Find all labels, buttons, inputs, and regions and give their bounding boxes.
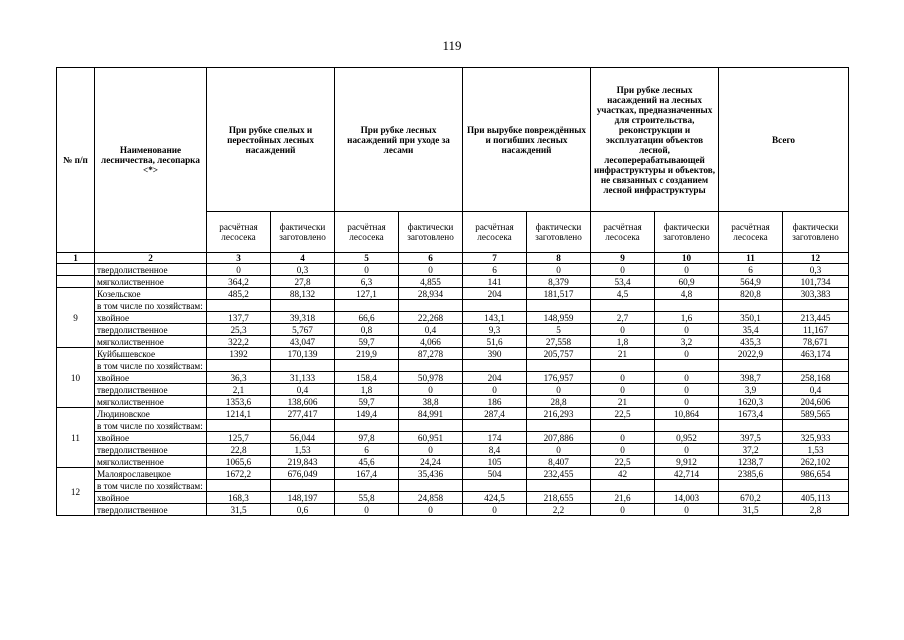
table-row — [57, 420, 849, 432]
cell-col-6: 24,858 — [399, 492, 463, 504]
row-name: хвойное — [95, 312, 207, 324]
cell-col-4: 56,044 — [271, 432, 335, 444]
cell-col-10 — [655, 480, 719, 492]
cell-col-3: 25,3 — [207, 324, 271, 336]
table-row — [57, 432, 849, 444]
cell-col-12 — [783, 480, 849, 492]
cell-col-8: 181,517 — [527, 288, 591, 300]
cell-col-7: 174 — [463, 432, 527, 444]
cell-col-11 — [719, 480, 783, 492]
cell-col-12: 262,102 — [783, 456, 849, 468]
cell-col-3 — [207, 420, 271, 432]
row-name: в том числе по хозяйствам: — [95, 360, 207, 372]
table-row — [57, 312, 849, 324]
cell-col-11: 31,5 — [719, 504, 783, 516]
cell-col-12 — [783, 300, 849, 312]
row-name: твердолиственное — [95, 324, 207, 336]
cell-col-9 — [591, 480, 655, 492]
header-sub-calc: расчётная лесосека — [463, 212, 527, 253]
cell-col-3: 2,1 — [207, 384, 271, 396]
cell-col-5 — [335, 420, 399, 432]
header-group-damaged: При вырубке повреждённых и погибших лесных насаждений — [463, 68, 591, 212]
cell-col-7: 390 — [463, 348, 527, 360]
column-number: 1 — [57, 253, 95, 264]
cell-col-6: 84,991 — [399, 408, 463, 420]
cell-col-12 — [783, 360, 849, 372]
cell-col-4: 39,318 — [271, 312, 335, 324]
cell-col-9: 2,7 — [591, 312, 655, 324]
table-row — [57, 276, 849, 288]
cell-col-10 — [655, 360, 719, 372]
cell-col-5: 1,8 — [335, 384, 399, 396]
cell-col-7: 287,4 — [463, 408, 527, 420]
cell-col-11: 37,2 — [719, 444, 783, 456]
column-number: 9 — [591, 253, 655, 264]
cell-col-4: 676,049 — [271, 468, 335, 480]
cell-col-9: 0 — [591, 384, 655, 396]
cell-col-12: 303,383 — [783, 288, 849, 300]
header-group-construction: При рубке лесных насаждений на лесных участках, предназначенных для строительства, реконструкции и эксплуатации объектов лесной, лесоперерабатывающей инфраструктуры и объектов, не связанных с созданием лесной инфраструктуры — [591, 68, 719, 212]
cell-col-4: 43,047 — [271, 336, 335, 348]
cell-col-7: 143,1 — [463, 312, 527, 324]
cell-col-10: 0 — [655, 348, 719, 360]
cell-col-5: 149,4 — [335, 408, 399, 420]
header-no: № п/п — [57, 68, 95, 253]
cell-col-4: 170,139 — [271, 348, 335, 360]
cell-col-10: 0 — [655, 504, 719, 516]
cell-col-9: 0 — [591, 444, 655, 456]
cell-col-3 — [207, 300, 271, 312]
cell-col-9: 0 — [591, 324, 655, 336]
cell-col-7 — [463, 360, 527, 372]
cell-col-11: 435,3 — [719, 336, 783, 348]
row-name: мягколиственное — [95, 396, 207, 408]
row-name: хвойное — [95, 492, 207, 504]
row-name: твердолиственное — [95, 264, 207, 276]
row-name: хвойное — [95, 432, 207, 444]
cell-col-12: 405,113 — [783, 492, 849, 504]
cell-col-10 — [655, 420, 719, 432]
cell-col-11: 1673,4 — [719, 408, 783, 420]
cell-col-6: 0 — [399, 504, 463, 516]
cell-col-5: 6,3 — [335, 276, 399, 288]
cell-col-4: 27,8 — [271, 276, 335, 288]
row-name: твердолиственное — [95, 444, 207, 456]
column-number: 8 — [527, 253, 591, 264]
table-row — [57, 444, 849, 456]
cell-col-5: 219,9 — [335, 348, 399, 360]
cell-col-9: 0 — [591, 504, 655, 516]
cell-col-9: 21 — [591, 348, 655, 360]
cell-col-5: 0 — [335, 504, 399, 516]
cell-col-4: 0,4 — [271, 384, 335, 396]
cell-col-4: 219,843 — [271, 456, 335, 468]
row-name: Козельское — [95, 288, 207, 300]
cell-col-8: 0 — [527, 264, 591, 276]
cell-col-8: 205,757 — [527, 348, 591, 360]
cell-col-4: 88,132 — [271, 288, 335, 300]
cell-col-6: 60,951 — [399, 432, 463, 444]
column-number: 2 — [95, 253, 207, 264]
cell-col-8: 176,957 — [527, 372, 591, 384]
header-sub-calc: расчётная лесосека — [335, 212, 399, 253]
cell-col-12: 463,174 — [783, 348, 849, 360]
cell-col-6 — [399, 480, 463, 492]
header-sub-fact: фактически заготовлено — [399, 212, 463, 253]
cell-col-7: 204 — [463, 288, 527, 300]
table-row — [57, 336, 849, 348]
cell-col-12 — [783, 420, 849, 432]
cell-col-10: 0,952 — [655, 432, 719, 444]
table-row — [57, 384, 849, 396]
cell-col-11: 398,7 — [719, 372, 783, 384]
cell-col-11: 1620,3 — [719, 396, 783, 408]
cell-col-12: 213,445 — [783, 312, 849, 324]
cell-col-11 — [719, 420, 783, 432]
cell-col-8: 0 — [527, 384, 591, 396]
table-row — [57, 324, 849, 336]
cell-col-8: 216,293 — [527, 408, 591, 420]
row-number — [57, 264, 95, 276]
cell-col-7: 6 — [463, 264, 527, 276]
column-number: 5 — [335, 253, 399, 264]
row-name: Людиновское — [95, 408, 207, 420]
cell-col-10: 0 — [655, 324, 719, 336]
cell-col-4: 148,197 — [271, 492, 335, 504]
cell-col-4: 277,417 — [271, 408, 335, 420]
row-name: мягколиственное — [95, 276, 207, 288]
cell-col-12: 986,654 — [783, 468, 849, 480]
cell-col-4: 0,3 — [271, 264, 335, 276]
row-name: в том числе по хозяйствам: — [95, 480, 207, 492]
table-row — [57, 348, 849, 360]
row-name: твердолиственное — [95, 504, 207, 516]
cell-col-10: 4,8 — [655, 288, 719, 300]
cell-col-11: 820,8 — [719, 288, 783, 300]
cell-col-8 — [527, 420, 591, 432]
cell-col-5: 55,8 — [335, 492, 399, 504]
cell-col-3: 1065,6 — [207, 456, 271, 468]
header-sub-fact: фактически заготовлено — [783, 212, 849, 253]
column-number: 12 — [783, 253, 849, 264]
header-name: Наименование лесничества, лесопарка <*> — [95, 68, 207, 253]
cell-col-6: 38,8 — [399, 396, 463, 408]
table-row — [57, 408, 849, 420]
column-number: 11 — [719, 253, 783, 264]
table-row — [57, 468, 849, 480]
cell-col-3: 485,2 — [207, 288, 271, 300]
cell-col-3 — [207, 360, 271, 372]
cell-col-5: 0,8 — [335, 324, 399, 336]
cell-col-6: 50,978 — [399, 372, 463, 384]
cell-col-4: 1,53 — [271, 444, 335, 456]
header-group-care: При рубке лесных насаждений при уходе за лесами — [335, 68, 463, 212]
column-number: 4 — [271, 253, 335, 264]
cell-col-7: 504 — [463, 468, 527, 480]
cell-col-4: 138,606 — [271, 396, 335, 408]
cell-col-10: 10,864 — [655, 408, 719, 420]
cell-col-12: 11,167 — [783, 324, 849, 336]
cell-col-5: 0 — [335, 264, 399, 276]
cell-col-12: 589,565 — [783, 408, 849, 420]
table-row — [57, 372, 849, 384]
cell-col-9: 0 — [591, 432, 655, 444]
cell-col-6 — [399, 420, 463, 432]
cell-col-3: 1392 — [207, 348, 271, 360]
cell-col-10: 0 — [655, 396, 719, 408]
cell-col-5: 66,6 — [335, 312, 399, 324]
cell-col-7: 8,4 — [463, 444, 527, 456]
header-sub-calc: расчётная лесосека — [591, 212, 655, 253]
row-name: твердолиственное — [95, 384, 207, 396]
cell-col-3: 22,8 — [207, 444, 271, 456]
cell-col-10: 9,912 — [655, 456, 719, 468]
cell-col-8: 5 — [527, 324, 591, 336]
cell-col-10 — [655, 300, 719, 312]
cell-col-6 — [399, 360, 463, 372]
cell-col-6: 24,24 — [399, 456, 463, 468]
row-name: хвойное — [95, 372, 207, 384]
table-row — [57, 480, 849, 492]
cell-col-10: 0 — [655, 444, 719, 456]
table-row — [57, 300, 849, 312]
cell-col-11 — [719, 300, 783, 312]
cell-col-3: 0 — [207, 264, 271, 276]
cell-col-12: 0,3 — [783, 264, 849, 276]
cell-col-3: 137,7 — [207, 312, 271, 324]
cell-col-4 — [271, 300, 335, 312]
cell-col-11: 670,2 — [719, 492, 783, 504]
cell-col-5: 167,4 — [335, 468, 399, 480]
cell-col-9: 21,6 — [591, 492, 655, 504]
cell-col-9: 4,5 — [591, 288, 655, 300]
cell-col-11: 2385,6 — [719, 468, 783, 480]
table-row — [57, 456, 849, 468]
cell-col-3: 168,3 — [207, 492, 271, 504]
header-sub-calc: расчётная лесосека — [207, 212, 271, 253]
cell-col-3: 125,7 — [207, 432, 271, 444]
cell-col-3: 1353,6 — [207, 396, 271, 408]
cell-col-6: 0 — [399, 444, 463, 456]
cell-col-11: 397,5 — [719, 432, 783, 444]
cell-col-12: 78,671 — [783, 336, 849, 348]
cell-col-6: 22,268 — [399, 312, 463, 324]
cell-col-3: 364,2 — [207, 276, 271, 288]
column-number: 7 — [463, 253, 527, 264]
cell-col-8: 8,407 — [527, 456, 591, 468]
cell-col-8 — [527, 300, 591, 312]
cell-col-5: 97,8 — [335, 432, 399, 444]
cell-col-9: 22,5 — [591, 408, 655, 420]
cell-col-11: 6 — [719, 264, 783, 276]
row-number: 12 — [57, 468, 95, 516]
cell-col-12: 0,4 — [783, 384, 849, 396]
cell-col-11: 564,9 — [719, 276, 783, 288]
cell-col-7 — [463, 300, 527, 312]
cell-col-8: 148,959 — [527, 312, 591, 324]
cell-col-8: 8,379 — [527, 276, 591, 288]
cell-col-5: 6 — [335, 444, 399, 456]
cell-col-7 — [463, 480, 527, 492]
table-body — [57, 264, 849, 516]
cell-col-11: 35,4 — [719, 324, 783, 336]
cell-col-9: 0 — [591, 264, 655, 276]
cell-col-7: 0 — [463, 384, 527, 396]
header-group-mature: При рубке спелых и перестойных лесных насаждений — [207, 68, 335, 212]
cell-col-7: 424,5 — [463, 492, 527, 504]
cell-col-9 — [591, 300, 655, 312]
cell-col-5: 127,1 — [335, 288, 399, 300]
row-number: 10 — [57, 348, 95, 408]
cell-col-11: 350,1 — [719, 312, 783, 324]
cell-col-4 — [271, 480, 335, 492]
row-number: 11 — [57, 408, 95, 468]
cell-col-12: 325,933 — [783, 432, 849, 444]
cell-col-8: 218,655 — [527, 492, 591, 504]
cell-col-10: 1,6 — [655, 312, 719, 324]
cell-col-11: 2022,9 — [719, 348, 783, 360]
table-row — [57, 492, 849, 504]
cell-col-9: 22,5 — [591, 456, 655, 468]
cell-col-3: 31,5 — [207, 504, 271, 516]
cell-col-6: 87,278 — [399, 348, 463, 360]
cell-col-6: 4,855 — [399, 276, 463, 288]
cell-col-4: 31,133 — [271, 372, 335, 384]
cell-col-4: 0,6 — [271, 504, 335, 516]
cell-col-8: 28,8 — [527, 396, 591, 408]
page-number: 119 — [442, 38, 462, 53]
column-number: 3 — [207, 253, 271, 264]
cell-col-10: 14,003 — [655, 492, 719, 504]
header-sub-fact: фактически заготовлено — [527, 212, 591, 253]
cell-col-3: 36,3 — [207, 372, 271, 384]
cell-col-9: 0 — [591, 372, 655, 384]
cell-col-8 — [527, 480, 591, 492]
cell-col-5: 45,6 — [335, 456, 399, 468]
cell-col-9 — [591, 420, 655, 432]
header-group-total: Всего — [719, 68, 849, 212]
row-name: Малоярославецкое — [95, 468, 207, 480]
cell-col-10: 42,714 — [655, 468, 719, 480]
row-name: мягколиственное — [95, 456, 207, 468]
cell-col-3: 1214,1 — [207, 408, 271, 420]
cell-col-7: 186 — [463, 396, 527, 408]
cell-col-6: 0,4 — [399, 324, 463, 336]
header-sub-fact: фактически заготовлено — [655, 212, 719, 253]
table-row — [57, 360, 849, 372]
cell-col-7: 204 — [463, 372, 527, 384]
table-row — [57, 504, 849, 516]
cell-col-6: 28,934 — [399, 288, 463, 300]
cell-col-11 — [719, 360, 783, 372]
cell-col-7: 51,6 — [463, 336, 527, 348]
cell-col-10: 0 — [655, 264, 719, 276]
cell-col-4 — [271, 360, 335, 372]
cell-col-12: 101,734 — [783, 276, 849, 288]
cell-col-8: 232,455 — [527, 468, 591, 480]
cell-col-10: 3,2 — [655, 336, 719, 348]
row-name: мягколиственное — [95, 336, 207, 348]
cell-col-12: 1,53 — [783, 444, 849, 456]
cell-col-5: 59,7 — [335, 336, 399, 348]
table-row — [57, 396, 849, 408]
cell-col-9: 42 — [591, 468, 655, 480]
cell-col-5 — [335, 300, 399, 312]
cell-col-9: 53,4 — [591, 276, 655, 288]
cell-col-8: 0 — [527, 444, 591, 456]
cell-col-8 — [527, 360, 591, 372]
column-number: 10 — [655, 253, 719, 264]
header-sub-fact: фактически заготовлено — [271, 212, 335, 253]
cell-col-10: 60,9 — [655, 276, 719, 288]
cell-col-8: 207,886 — [527, 432, 591, 444]
cell-col-12: 258,168 — [783, 372, 849, 384]
cell-col-10: 0 — [655, 384, 719, 396]
cell-col-6: 0 — [399, 384, 463, 396]
cell-col-9 — [591, 360, 655, 372]
cell-col-5 — [335, 480, 399, 492]
cell-col-3: 322,2 — [207, 336, 271, 348]
cell-col-3: 1672,2 — [207, 468, 271, 480]
cell-col-6 — [399, 300, 463, 312]
column-numbers-row — [57, 253, 849, 264]
cell-col-10: 0 — [655, 372, 719, 384]
cell-col-6: 4,066 — [399, 336, 463, 348]
cell-col-5: 59,7 — [335, 396, 399, 408]
cell-col-6: 0 — [399, 264, 463, 276]
cell-col-12: 2,8 — [783, 504, 849, 516]
row-name: в том числе по хозяйствам: — [95, 300, 207, 312]
cell-col-5 — [335, 360, 399, 372]
cell-col-8: 27,558 — [527, 336, 591, 348]
cell-col-11: 3,9 — [719, 384, 783, 396]
forest-harvest-table — [56, 67, 849, 516]
row-name: Куйбышевское — [95, 348, 207, 360]
cell-col-7 — [463, 420, 527, 432]
row-number — [57, 276, 95, 288]
row-name: в том числе по хозяйствам: — [95, 420, 207, 432]
cell-col-11: 1238,7 — [719, 456, 783, 468]
header-sub-calc: расчётная лесосека — [719, 212, 783, 253]
cell-col-7: 9,3 — [463, 324, 527, 336]
cell-col-4: 5,767 — [271, 324, 335, 336]
cell-col-3 — [207, 480, 271, 492]
cell-col-6: 35,436 — [399, 468, 463, 480]
row-number: 9 — [57, 288, 95, 348]
table-row — [57, 288, 849, 300]
cell-col-7: 0 — [463, 504, 527, 516]
column-number: 6 — [399, 253, 463, 264]
cell-col-12: 204,606 — [783, 396, 849, 408]
cell-col-5: 158,4 — [335, 372, 399, 384]
cell-col-9: 21 — [591, 396, 655, 408]
table-row — [57, 264, 849, 276]
cell-col-7: 105 — [463, 456, 527, 468]
cell-col-8: 2,2 — [527, 504, 591, 516]
cell-col-9: 1,8 — [591, 336, 655, 348]
cell-col-4 — [271, 420, 335, 432]
cell-col-7: 141 — [463, 276, 527, 288]
